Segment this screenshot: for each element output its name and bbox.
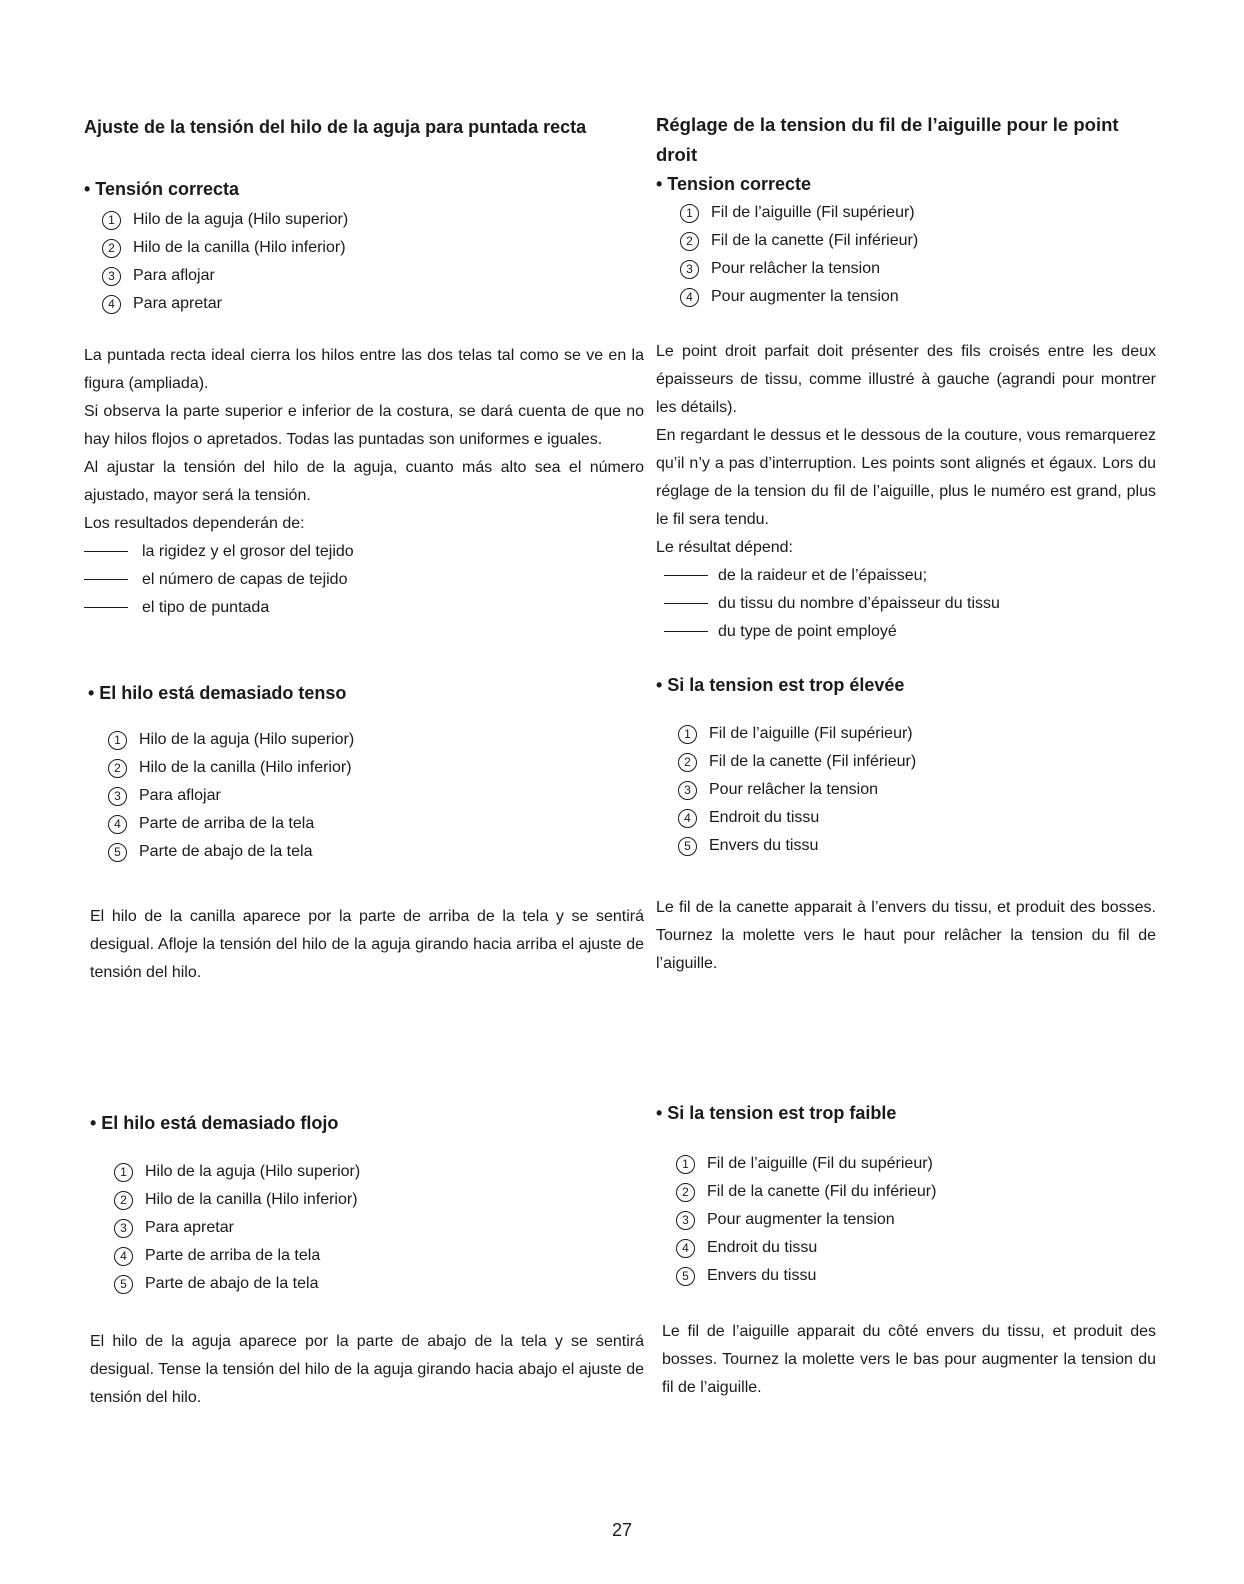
list-item-text: Para apretar — [145, 1219, 234, 1236]
list-item — [102, 290, 644, 318]
fr-paragraph: Le point droit parfait doit présenter des fils croisés entre les deux épaisseurs de tissu, comme illustré à gauche (agrandi pour montrer les détails). — [656, 343, 1156, 416]
list-item-text: Parte de arriba de la tela — [139, 815, 315, 832]
list-item — [676, 1206, 1156, 1234]
dash-text: de la raideur et de l’épaisseu; — [718, 567, 928, 584]
list-item-text: Hilo de la aguja (Hilo superior) — [133, 211, 349, 228]
list-item — [114, 1158, 650, 1186]
es-tight-body — [90, 903, 644, 987]
list-item — [676, 1234, 1156, 1262]
es-title-section — [84, 112, 644, 142]
circled-number-icon: 1 — [678, 725, 697, 744]
circled-number-icon: 2 — [676, 1183, 695, 1202]
es-loose-heading: • El hilo está demasiado flojo — [90, 1113, 339, 1133]
fr-tight-heading: • Si la tension est trop élevée — [656, 675, 905, 695]
list-item-text: Hilo de la canilla (Hilo inferior) — [145, 1191, 358, 1208]
es-paragraph: El hilo de la canilla aparece por la parte de arriba de la tela y se sentirá desigual. Afloje la tensión del hilo de la aguja girando hacia arriba el ajuste de tensión del hilo. — [90, 908, 644, 981]
circled-number-icon: 4 — [102, 295, 121, 314]
fr-loose-list — [676, 1150, 1156, 1290]
es-loose-list — [114, 1158, 650, 1298]
fr-paragraph: En regardant le dessus et le dessous de la couture, vous remarquerez qu’il n’y a pas d’interruption. Les points sont alignés et égaux. Lors du réglage de la tension du fil de l’aiguille, plus le numéro est grand, plus le fil sera tendu. — [656, 427, 1156, 528]
es-tight-heading: • El hilo está demasiado tenso — [88, 683, 347, 703]
list-item-text: Parte de abajo de la tela — [145, 1275, 319, 1292]
fr-tight-section — [656, 672, 1156, 860]
dash-item — [664, 562, 1156, 590]
circled-number-icon: 3 — [102, 267, 121, 286]
dash-rule — [664, 631, 708, 632]
list-item — [102, 262, 644, 290]
es-paragraph: Los resultados dependerán de: — [84, 515, 305, 532]
list-item-text: Fil de l’aiguille (Fil supérieur) — [711, 204, 915, 221]
list-item — [108, 838, 648, 866]
dash-item — [84, 566, 644, 594]
es-paragraph: La puntada recta ideal cierra los hilos entre las dos telas tal como se ve en la figura (ampliada). — [84, 347, 644, 392]
circled-number-icon: 3 — [114, 1219, 133, 1238]
list-item-text: Endroit du tissu — [707, 1239, 818, 1256]
es-correct-heading: • Tensión correcta — [84, 179, 240, 199]
list-item — [114, 1214, 650, 1242]
dash-rule — [664, 603, 708, 604]
circled-number-icon: 4 — [680, 288, 699, 307]
dash-text: el número de capas de tejido — [142, 571, 348, 588]
circled-number-icon: 1 — [680, 204, 699, 223]
list-item — [114, 1186, 650, 1214]
list-item-text: Parte de abajo de la tela — [139, 843, 313, 860]
list-item — [108, 810, 648, 838]
dash-item — [664, 618, 1156, 646]
es-paragraph: El hilo de la aguja aparece por la parte de abajo de la tela y se sentirá desigual. Tense la tensión del hilo de la aguja girando hacia abajo el ajuste de tensión del hilo. — [90, 1333, 644, 1406]
fr-paragraph: Le fil de l’aiguille apparait du côté envers du tissu, et produit des bosses. Tournez la molette vers le bas pour augmenter la tension du fil de l’aiguille. — [662, 1323, 1156, 1396]
fr-correct-heading: • Tension correcte — [656, 174, 812, 194]
fr-loose-body — [662, 1318, 1156, 1402]
dash-text: du tissu du nombre d’épaisseur du tissu — [718, 595, 1000, 612]
list-item-text: Fil de la canette (Fil du inférieur) — [707, 1183, 937, 1200]
circled-number-icon: 3 — [678, 781, 697, 800]
list-item — [108, 754, 648, 782]
list-item-text: Para aflojar — [139, 787, 221, 804]
fr-paragraph: Le résultat dépend: — [656, 539, 793, 556]
page-number: 27 — [611, 1520, 633, 1540]
list-item-text: Pour augmenter la tension — [711, 288, 899, 305]
list-item — [678, 720, 1156, 748]
es-correct-section — [84, 176, 644, 318]
list-item — [114, 1242, 650, 1270]
fr-loose-heading: • Si la tension est trop faible — [656, 1103, 897, 1123]
list-item-text: Parte de arriba de la tela — [145, 1247, 321, 1264]
dash-rule — [84, 607, 128, 608]
list-item — [680, 227, 1156, 255]
circled-number-icon: 2 — [680, 232, 699, 251]
fr-tight-body — [656, 894, 1156, 978]
list-item-text: Para aflojar — [133, 267, 215, 284]
dash-rule — [84, 551, 128, 552]
circled-number-icon: 5 — [676, 1267, 695, 1286]
list-item — [102, 234, 644, 262]
fr-correct-list — [680, 199, 1156, 311]
circled-number-icon: 4 — [108, 815, 127, 834]
es-tight-section — [88, 680, 648, 866]
circled-number-icon: 5 — [114, 1275, 133, 1294]
es-page-title: Ajuste de la tensión del hilo de la aguja para puntada recta — [84, 117, 587, 137]
circled-number-icon: 1 — [114, 1163, 133, 1182]
dash-text: du type de point employé — [718, 623, 897, 640]
list-item — [108, 782, 648, 810]
list-item — [676, 1150, 1156, 1178]
es-loose-body — [90, 1328, 644, 1412]
list-item-text: Para apretar — [133, 295, 222, 312]
fr-paragraph: Le fil de la canette apparait à l’envers du tissu, et produit des bosses. Tournez la molette vers le haut pour relâcher la tension du fil de l’aiguille. — [656, 899, 1156, 972]
circled-number-icon: 3 — [108, 787, 127, 806]
list-item — [680, 255, 1156, 283]
es-loose-section — [90, 1110, 650, 1298]
circled-number-icon: 2 — [114, 1191, 133, 1210]
es-tight-list — [108, 726, 648, 866]
list-item-text: Envers du tissu — [707, 1267, 817, 1284]
list-item-text: Envers du tissu — [709, 837, 819, 854]
circled-number-icon: 1 — [676, 1155, 695, 1174]
fr-loose-section — [656, 1100, 1156, 1290]
list-item-text: Pour relâcher la tension — [711, 260, 880, 277]
list-item — [676, 1178, 1156, 1206]
list-item — [678, 776, 1156, 804]
es-correct-body — [84, 342, 644, 622]
dash-rule — [84, 579, 128, 580]
list-item — [680, 283, 1156, 311]
dash-rule — [664, 575, 708, 576]
fr-correct-section — [656, 171, 1156, 311]
list-item-text: Hilo de la canilla (Hilo inferior) — [133, 239, 346, 256]
circled-number-icon: 2 — [678, 753, 697, 772]
dash-item — [664, 590, 1156, 618]
list-item — [678, 832, 1156, 860]
list-item — [680, 199, 1156, 227]
list-item-text: Pour augmenter la tension — [707, 1211, 895, 1228]
circled-number-icon: 3 — [680, 260, 699, 279]
fr-correct-body — [656, 338, 1156, 646]
list-item-text: Hilo de la aguja (Hilo superior) — [139, 731, 355, 748]
es-paragraph: Si observa la parte superior e inferior de la costura, se dará cuenta de que no hay hilos flojos o apretados. Todas las puntadas son uniformes e iguales. — [84, 403, 644, 448]
circled-number-icon: 2 — [102, 239, 121, 258]
dash-item — [84, 538, 644, 566]
list-item-text: Endroit du tissu — [709, 809, 820, 826]
es-correct-list — [102, 206, 644, 318]
dash-text: la rigidez y el grosor del tejido — [142, 543, 354, 560]
list-item — [114, 1270, 650, 1298]
list-item-text: Fil de l’aiguille (Fil supérieur) — [709, 725, 913, 742]
circled-number-icon: 2 — [108, 759, 127, 778]
list-item-text: Hilo de la aguja (Hilo superior) — [145, 1163, 361, 1180]
list-item-text: Pour relâcher la tension — [709, 781, 878, 798]
circled-number-icon: 4 — [114, 1247, 133, 1266]
circled-number-icon: 1 — [102, 211, 121, 230]
list-item-text: Hilo de la canilla (Hilo inferior) — [139, 759, 352, 776]
list-item-text: Fil de l’aiguille (Fil du supérieur) — [707, 1155, 933, 1172]
list-item — [108, 726, 648, 754]
fr-title-section — [656, 110, 1156, 170]
list-item-text: Fil de la canette (Fil inférieur) — [711, 232, 919, 249]
circled-number-icon: 3 — [676, 1211, 695, 1230]
dash-text: el tipo de puntada — [142, 599, 270, 616]
list-item-text: Fil de la canette (Fil inférieur) — [709, 753, 917, 770]
fr-tight-list — [678, 720, 1156, 860]
circled-number-icon: 5 — [678, 837, 697, 856]
circled-number-icon: 1 — [108, 731, 127, 750]
list-item — [102, 206, 644, 234]
es-paragraph: Al ajustar la tensión del hilo de la aguja, cuanto más alto sea el número ajustado, mayor será la tensión. — [84, 459, 644, 504]
list-item — [676, 1262, 1156, 1290]
circled-number-icon: 5 — [108, 843, 127, 862]
circled-number-icon: 4 — [678, 809, 697, 828]
list-item — [678, 804, 1156, 832]
circled-number-icon: 4 — [676, 1239, 695, 1258]
fr-page-title: Réglage de la tension du fil de l’aiguille pour le point droit — [656, 114, 1119, 165]
dash-item — [84, 594, 644, 622]
list-item — [678, 748, 1156, 776]
